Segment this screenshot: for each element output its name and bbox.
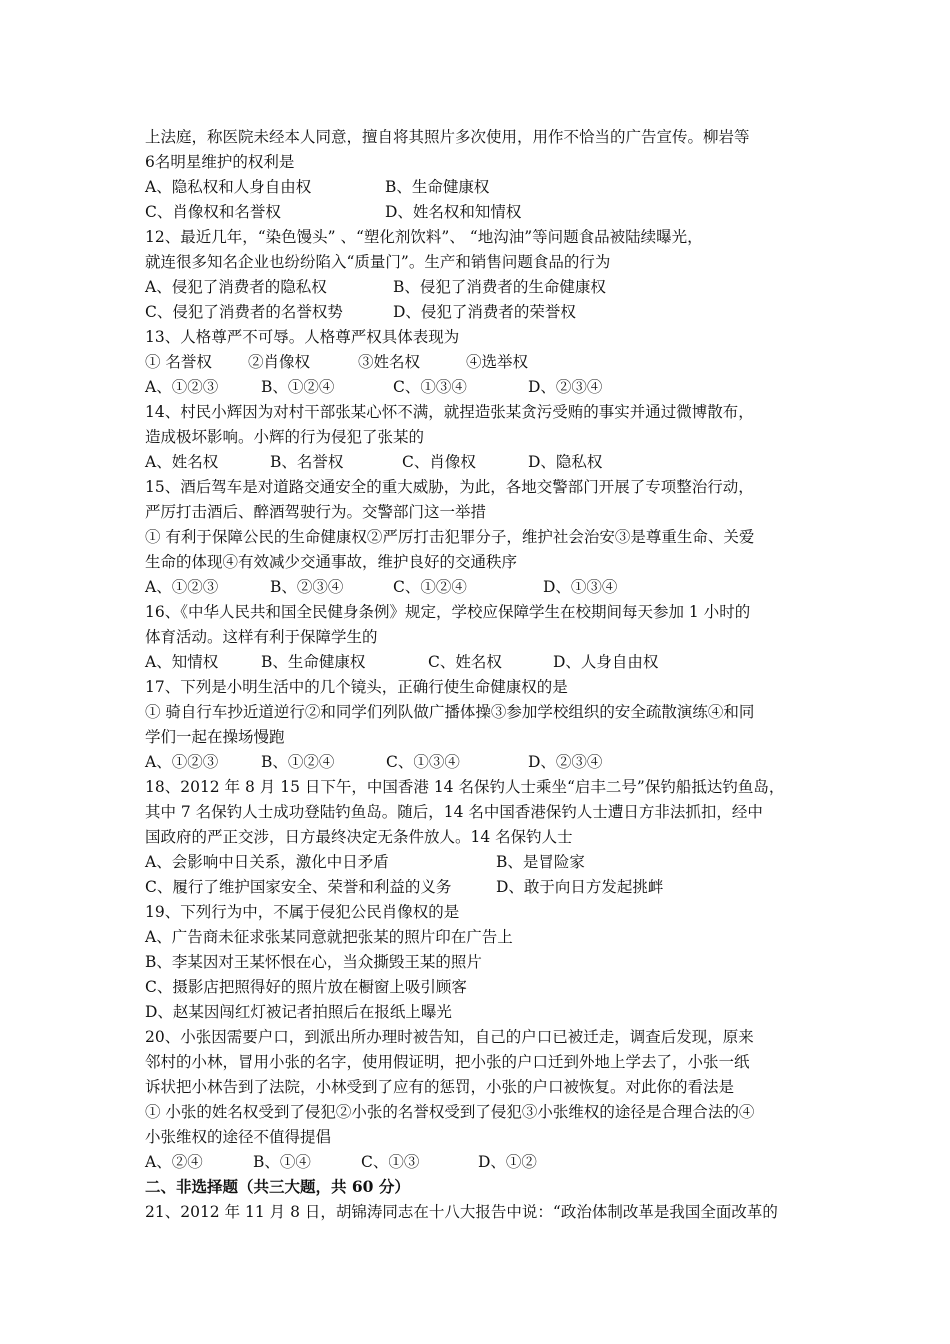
option: A、②④ [145, 1153, 203, 1171]
item: ④选举权 [466, 353, 529, 371]
question-18: 18、2012 年 8 月 15 日下午，中国香港 14 名保钓人士乘坐“启丰二号”保钓船抵达钓鱼岛， [145, 778, 785, 796]
option: A、侵犯了消费者的隐私权 [145, 278, 327, 296]
option: C、履行了维护国家安全、荣誉和利益的义务 [145, 878, 452, 896]
option: A、会影响中日关系，激化中日矛盾 [145, 853, 389, 871]
question-21: 21、2012 年 11 月 8 日，胡锦涛同志在十八大报告中说：“政治体制改革是我国全面改革的 [145, 1203, 778, 1221]
text-line: 学们一起在操场慢跑 [145, 728, 285, 746]
text-line: 6名明星维护的权利是 [145, 153, 295, 171]
option: B、李某因对王某怀恨在心，当众撕毁王某的照片 [145, 953, 482, 971]
option: C、侵犯了消费者的名誉权势 [145, 303, 343, 321]
option: D、隐私权 [528, 453, 603, 471]
option: C、①③④ [386, 753, 460, 771]
text-line: 严厉打击酒后、醉酒驾驶行为。交警部门这一举措 [145, 503, 487, 521]
option: A、①②③ [145, 378, 219, 396]
item: ②肖像权 [248, 353, 311, 371]
question-17: 17、下列是小明生活中的几个镜头，正确行使生命健康权的是 [145, 678, 568, 696]
text-line: ① 小张的姓名权受到了侵犯②小张的名誉权受到了侵犯③小张维权的途径是合理合法的④ [145, 1103, 755, 1121]
option: D、侵犯了消费者的荣誉权 [393, 303, 576, 321]
option: C、摄影店把照得好的照片放在橱窗上吸引顾客 [145, 978, 467, 996]
text-line: 国政府的严正交涉，日方最终决定无条件放人。14 名保钓人士 [145, 828, 573, 846]
text-line: ① 骑自行车抄近道逆行②和同学们列队做广播体操③参加学校组织的安全疏散演练④和同 [145, 703, 755, 721]
text-line: 其中 7 名保钓人士成功登陆钓鱼岛。随后，14 名中国香港保钓人士遭日方非法抓扣，经中 [145, 803, 763, 821]
question-19: 19、下列行为中，不属于侵犯公民肖像权的是 [145, 903, 460, 921]
option: B、名誉权 [270, 453, 344, 471]
option: B、①②④ [261, 753, 335, 771]
text-line: 体育活动。这样有利于保障学生的 [145, 628, 378, 646]
item: ③姓名权 [358, 353, 421, 371]
option: D、赵某因闯红灯被记者拍照后在报纸上曝光 [145, 1003, 452, 1021]
option: D、人身自由权 [553, 653, 659, 671]
option: D、①③④ [543, 578, 618, 596]
option: C、肖像权 [402, 453, 476, 471]
option: D、敢于向日方发起挑衅 [496, 878, 664, 896]
option: D、②③④ [528, 753, 603, 771]
text-line: 生命的体现④有效减少交通事故，维护良好的交通秩序 [145, 553, 518, 571]
option: B、生命健康权 [385, 178, 490, 196]
text-line: ① 有利于保障公民的生命健康权②严厉打击犯罪分子，维护社会治安③是尊重生命、关爱 [145, 528, 755, 546]
option: B、①②④ [261, 378, 335, 396]
question-13: 13、人格尊严不可辱。人格尊严权具体表现为 [145, 328, 460, 346]
question-20: 20、小张因需要户口，到派出所办理时被告知，自己的户口已被迁走，调查后发现，原来 [145, 1028, 754, 1046]
text-line: 就连很多知名企业也纷纷陷入“质量门”。生产和销售问题食品的行为 [145, 253, 611, 271]
option: C、①③④ [393, 378, 467, 396]
text-line: 造成极坏影响。小辉的行为侵犯了张某的 [145, 428, 425, 446]
option: A、①②③ [145, 753, 219, 771]
option: D、①② [478, 1153, 537, 1171]
option: A、广告商未征求张某同意就把张某的照片印在广告上 [145, 928, 513, 946]
option: A、姓名权 [145, 453, 219, 471]
option: A、①②③ [145, 578, 219, 596]
question-15: 15、酒后驾车是对道路交通安全的重大威胁，为此，各地交警部门开展了专项整治行动， [145, 478, 754, 496]
question-16: 16、《中华人民共和国全民健身条例》规定，学校应保障学生在校期间每天参加 1 小时的 [145, 603, 751, 621]
option: D、②③④ [528, 378, 603, 396]
option: A、隐私权和人身自由权 [145, 178, 312, 196]
question-12: 12、最近几年，“染色馒头” 、“塑化剂饮料”、 “地沟油”等问题食品被陆续曝光， [145, 228, 703, 246]
option: D、姓名权和知情权 [385, 203, 522, 221]
option: B、①④ [253, 1153, 311, 1171]
option: B、侵犯了消费者的生命健康权 [393, 278, 606, 296]
option: C、①②④ [393, 578, 467, 596]
option: B、②③④ [270, 578, 344, 596]
text-line: 诉状把小林告到了法院，小林受到了应有的惩罚，小张的户口被恢复。对此你的看法是 [145, 1078, 735, 1096]
option: C、姓名权 [428, 653, 502, 671]
option: C、肖像权和名誉权 [145, 203, 281, 221]
option: B、是冒险家 [496, 853, 585, 871]
option: C、①③ [361, 1153, 420, 1171]
item: ① 名誉权 [145, 353, 212, 371]
text-line: 邻村的小林，冒用小张的名字，使用假证明，把小张的户口迁到外地上学去了，小张一纸 [145, 1053, 750, 1071]
text-line: 上法庭，称医院未经本人同意，擅自将其照片多次使用，用作不恰当的广告宣传。柳岩等 [145, 128, 750, 146]
text-line: 小张维权的途径不值得提倡 [145, 1128, 332, 1146]
section-heading: 二、非选择题（共三大题，共 60 分） [145, 1177, 410, 1196]
option: A、知情权 [145, 653, 219, 671]
option: B、生命健康权 [261, 653, 366, 671]
question-14: 14、村民小辉因为对村干部张某心怀不满，就捏造张某贪污受贿的事实并通过微博散布， [145, 403, 754, 421]
